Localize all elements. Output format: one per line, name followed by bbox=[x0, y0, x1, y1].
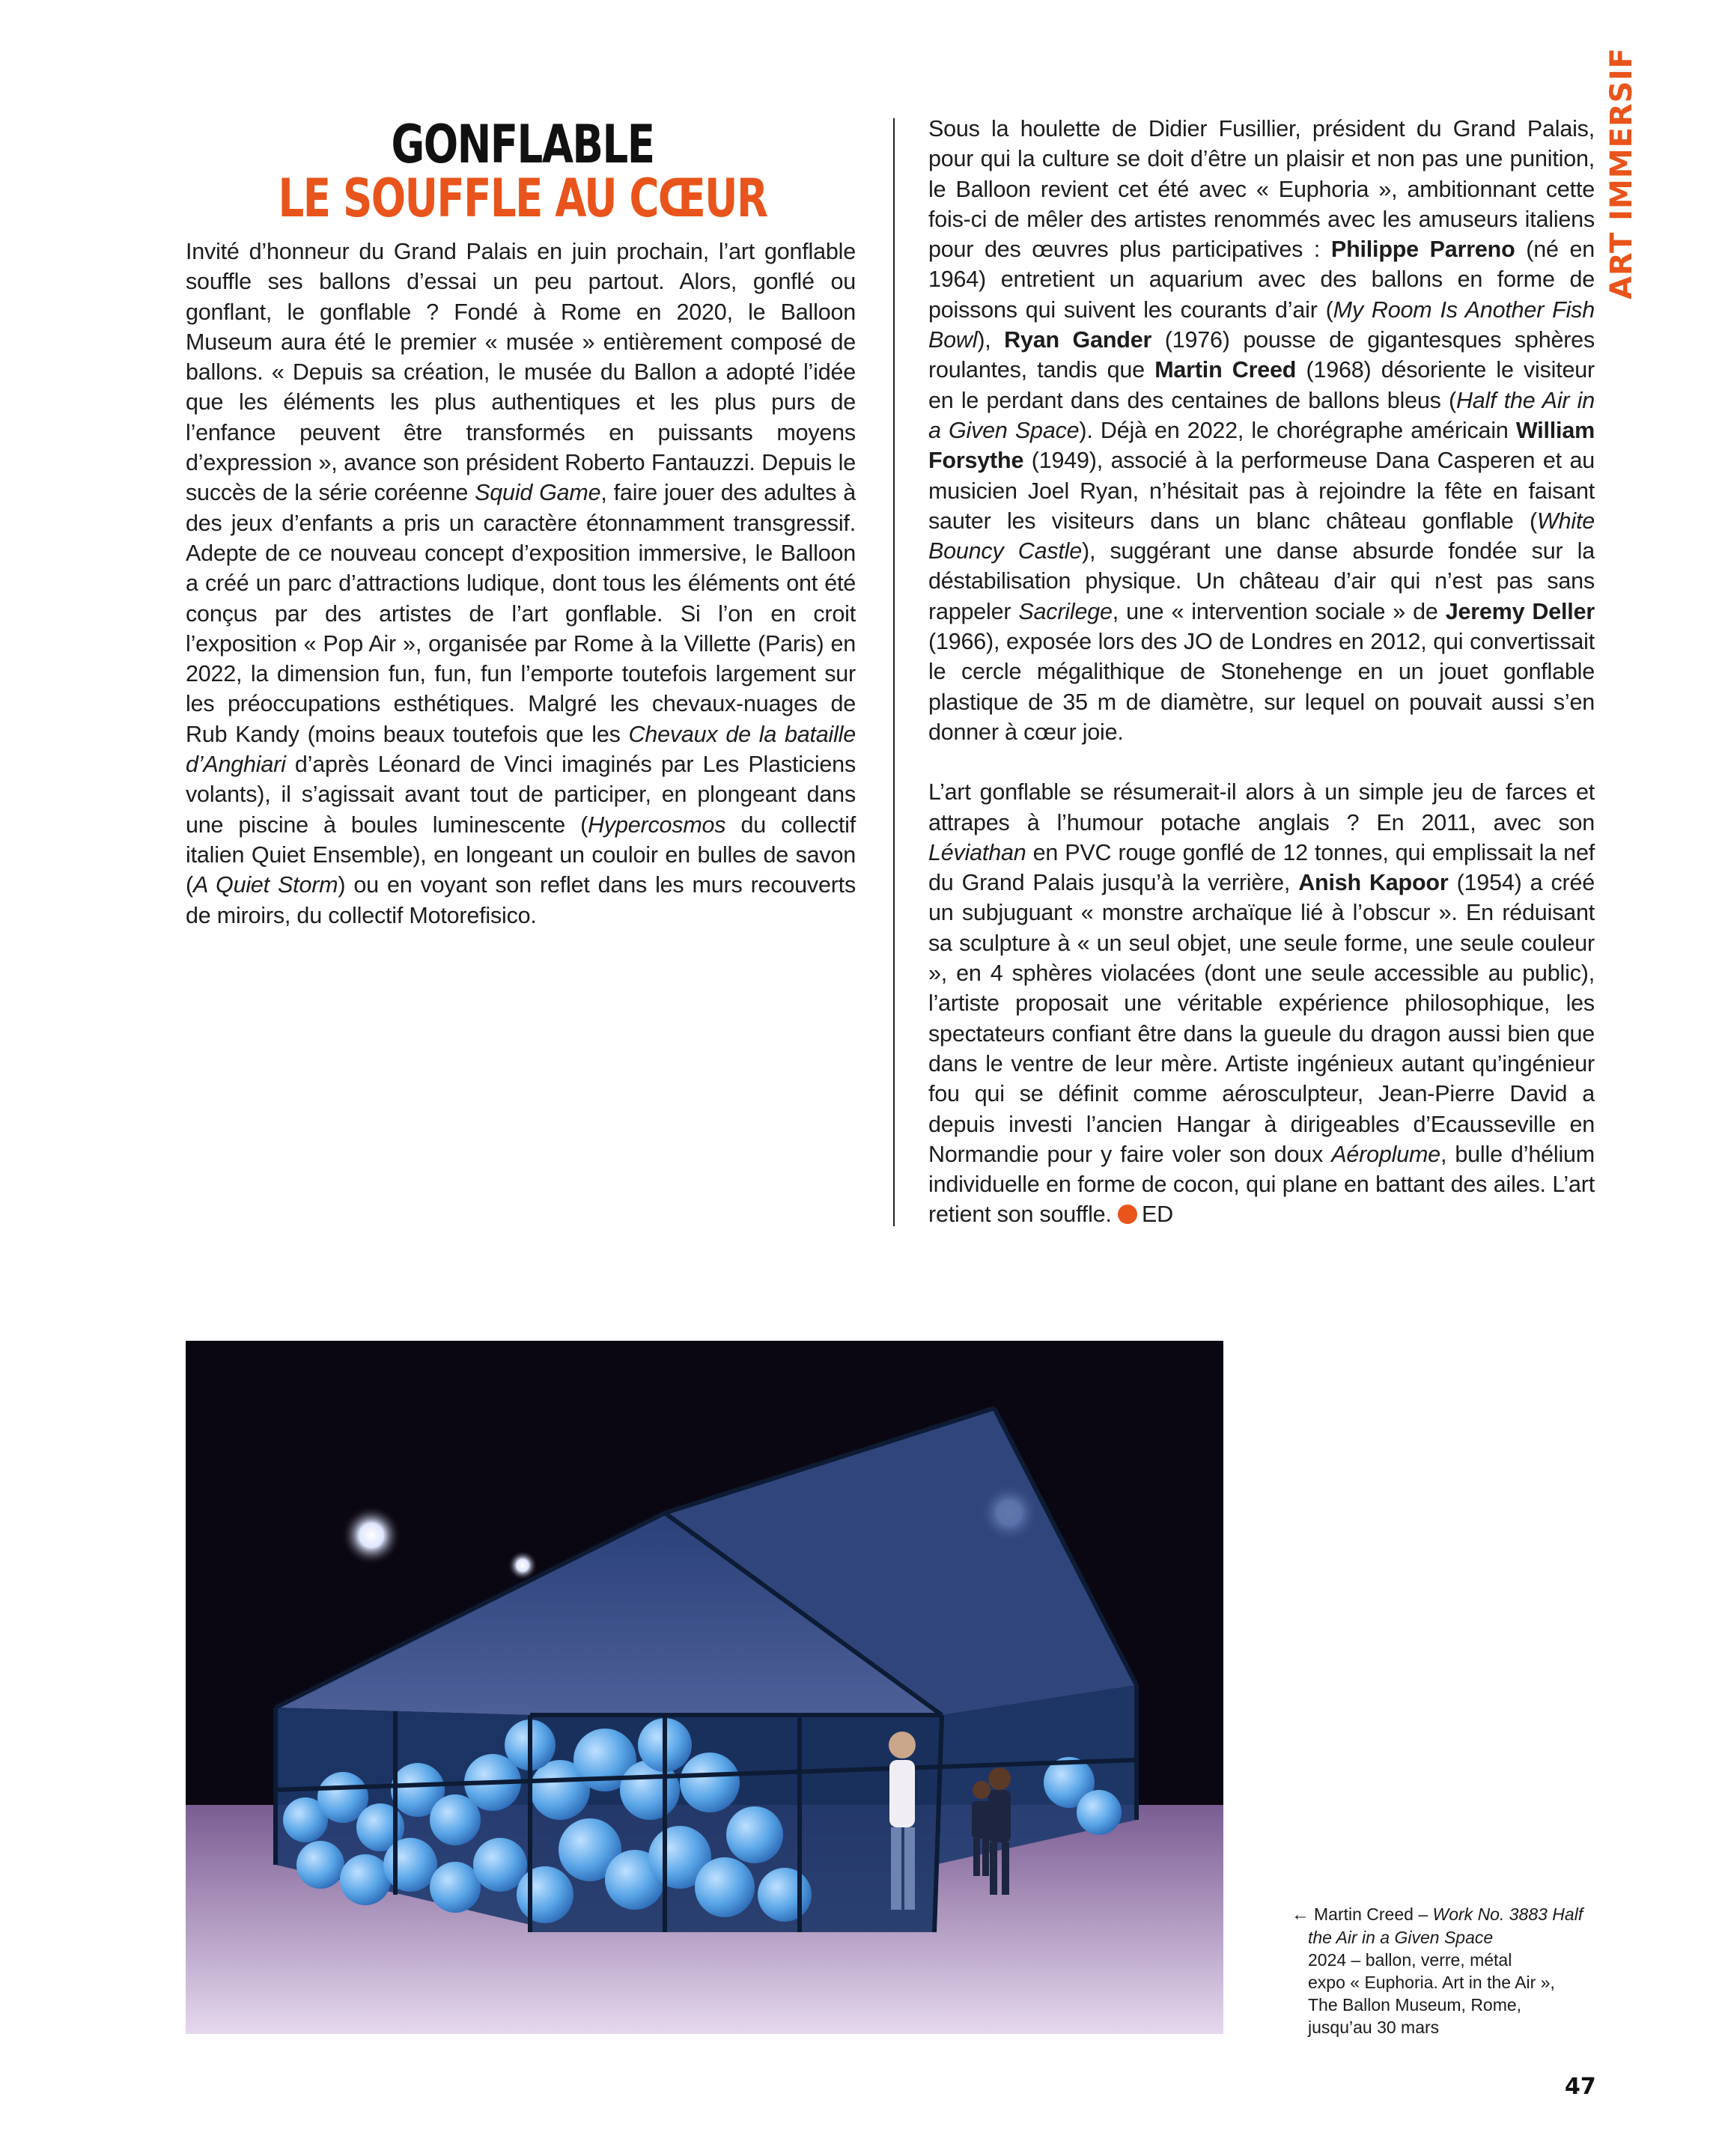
page-number: 47 bbox=[1565, 2074, 1596, 2100]
installation-photo bbox=[186, 1341, 1223, 2034]
paragraph-euphoria: Sous la houlette de Didier Fusillier, président du Grand Palais, pour qui la culture se doit d’être un plaisir et non pas une punition, le Balloon revient cet été avec « Euphoria », ambitionnant cette fois-ci de mêler des artistes renommés avec les amuseurs italiens pour des œuvres plus participatives : Philippe Parreno (né en 1964) entretient un aquarium avec des ballons en forme de poissons qui suivent les courants d’air (My Room Is Another Fish Bowl), Ryan Gander (1976) pousse de gigantesques sphères roulantes, tandis que Martin Creed (1968) désoriente le visiteur en le perdant dans des centaines de ballons bleus (Half the Air in a Given Space). Déjà en 2022, le chorégraphe américain William Forsythe (1949), associé à la performeuse Dana Casperen et au musicien Joel Ryan, n’hésitait pas à rejoindre la fête en faisant sauter les visiteurs dans un blanc château gonflable (White Bouncy Castle), suggérant une danse absurde fondée sur la déstabilisation physique. Un château d’air qui n’est pas sans rappeler Sacrilege, une « intervention sociale » de Jeremy Deller (1966), exposée lors des JO de Londres en 2012, qui convertissait le cercle mégalithique de Stonehenge en un jouet gonflable plastique de 35 m de diamètre, sur lequel on pouvait aussi s’en donner à cœur joie. bbox=[928, 116, 1595, 745]
caption-exhibition: expo « Euphoria. Art in the Air », bbox=[1308, 1973, 1555, 1992]
photo-caption bbox=[1291, 1903, 1606, 2038]
arrow-left-icon: ← bbox=[1291, 1904, 1309, 1925]
caption-venue: The Ballon Museum, Rome, bbox=[1308, 1995, 1522, 2015]
paragraph-intro: Invité d’honneur du Grand Palais en juin prochain, l’art gonflable souffle ses ballons d’essai un peu partout. Alors, gonflé ou gonflant, le gonflable ? Fondé à Rome en 2020, le Balloon Museum aura été le premier « musée » entièrement composé de ballons. « Depuis sa création, le musée du Ballon a adopté l’idée que les éléments les plus authentiques et les plus purs de l’enfance peuvent être transformés en puissants moyens d’expression », avance son président Roberto Fantauzzi. Depuis le succès de la série coréenne Squid Game, faire jouer des adultes à des jeux d’enfants a pris un caractère étonnamment transgressif. Adepte de ce nouveau concept d’exposition immersive, le Balloon a créé un parc d’attractions ludique, dont tous les éléments ont été conçus par des artistes de l’art gonflable. Si l’on en croit l’exposition « Pop Air », organisée par Rome à la Villette (Paris) en 2022, la dimension fun, fun, fun l’emporte toutefois largement sur les préoccupations esthétiques. Malgré les chevaux-nuages de Rub Kandy (moins beaux toutefois que les Chevaux de la bataille d’Anghiari d’après Léonard de Vinci imaginés par Les Plasticiens volants), il s’agissait avant tout de participer, en plongeant dans une piscine à boules luminescente (Hypercosmos du collectif italien Quiet Ensemble), en longeant un couloir en bulles de savon (A Quiet Storm) ou en voyant son reflet dans les murs recouverts de miroirs, du collectif Motorefisico. bbox=[186, 239, 856, 928]
work-title: Aéroplume bbox=[1331, 1141, 1440, 1167]
work-title: White Bouncy Castle bbox=[928, 508, 1595, 564]
work-title: Chevaux de la bataille d’Anghiari bbox=[186, 721, 856, 778]
caption-dates: jusqu’au 30 mars bbox=[1308, 2018, 1440, 2037]
work-title: Léviathan bbox=[928, 839, 1026, 865]
artist-name: Philippe Parreno bbox=[1330, 237, 1515, 263]
caption-artist: Martin Creed – bbox=[1314, 1904, 1433, 1924]
caption-work-title-cont: the Air in a Given Space bbox=[1308, 1928, 1494, 1947]
artist-name: Jeremy Deller bbox=[1445, 598, 1595, 624]
artist-name: Anish Kapoor bbox=[1298, 870, 1449, 896]
article-title bbox=[186, 114, 859, 229]
author-initials: ED bbox=[1141, 1202, 1173, 1228]
caption-work-title: Work No. 3883 Half bbox=[1432, 1904, 1583, 1924]
artist-name: Ryan Gander bbox=[1004, 327, 1152, 353]
photo-illustration bbox=[186, 1341, 1223, 2034]
end-mark-dot bbox=[1118, 1205, 1137, 1224]
section-label: ART IMMERSIF bbox=[1604, 47, 1639, 299]
work-title: Sacrilege bbox=[1018, 598, 1113, 624]
paragraph-conclusion: L’art gonflable se résumerait-il alors à un simple jeu de farces et attrapes à l’humour potache anglais ? En 2011, avec son Léviathan en PVC rouge gonflé de 12 tonnes, qui emplissait la nef du Grand Palais jusqu’à la verrière, Anish Kapoor (1954) a créé un subjuguant « monstre archaïque lié à l’obscur ». En réduisant sa sculpture à « un seul objet, une seule forme, une seule couleur », en 4 sphères violacées (dont une seule accessible au public), l’artiste proposait une véritable expérience philosophique, les spectateurs confiant être dans la gueule du dragon aussi bien que dans le ventre de leur mère. Artiste ingénieux autant qu’ingénieur fou qui se définit comme aérosculpteur, Jean-Pierre David a depuis investi l’ancien Hangar à dirigeables d’Ecausseville en Normandie pour y faire voler son doux Aéroplume, bulle d’hélium individuelle en forme de cocon, qui plane en battant des ailes. L’art retient son souffle. ED bbox=[928, 779, 1595, 1228]
right-column bbox=[928, 114, 1595, 1230]
work-title: Half the Air in a Given Space bbox=[928, 387, 1595, 443]
artist-name: William Forsythe bbox=[928, 417, 1595, 474]
left-column bbox=[186, 237, 856, 931]
title-line-1: GONFLABLE bbox=[391, 114, 654, 175]
artist-name: Martin Creed bbox=[1154, 357, 1297, 383]
title-line-2: LE SOUFFLE AU CŒUR bbox=[278, 168, 767, 229]
column-divider bbox=[893, 118, 895, 1226]
work-title: Squid Game bbox=[475, 480, 601, 506]
work-title: My Room Is Another Fish Bowl bbox=[928, 296, 1595, 353]
work-title: A Quiet Storm bbox=[192, 872, 338, 898]
work-title: Hypercosmos bbox=[588, 811, 726, 838]
caption-materials: 2024 – ballon, verre, métal bbox=[1308, 1950, 1512, 1970]
